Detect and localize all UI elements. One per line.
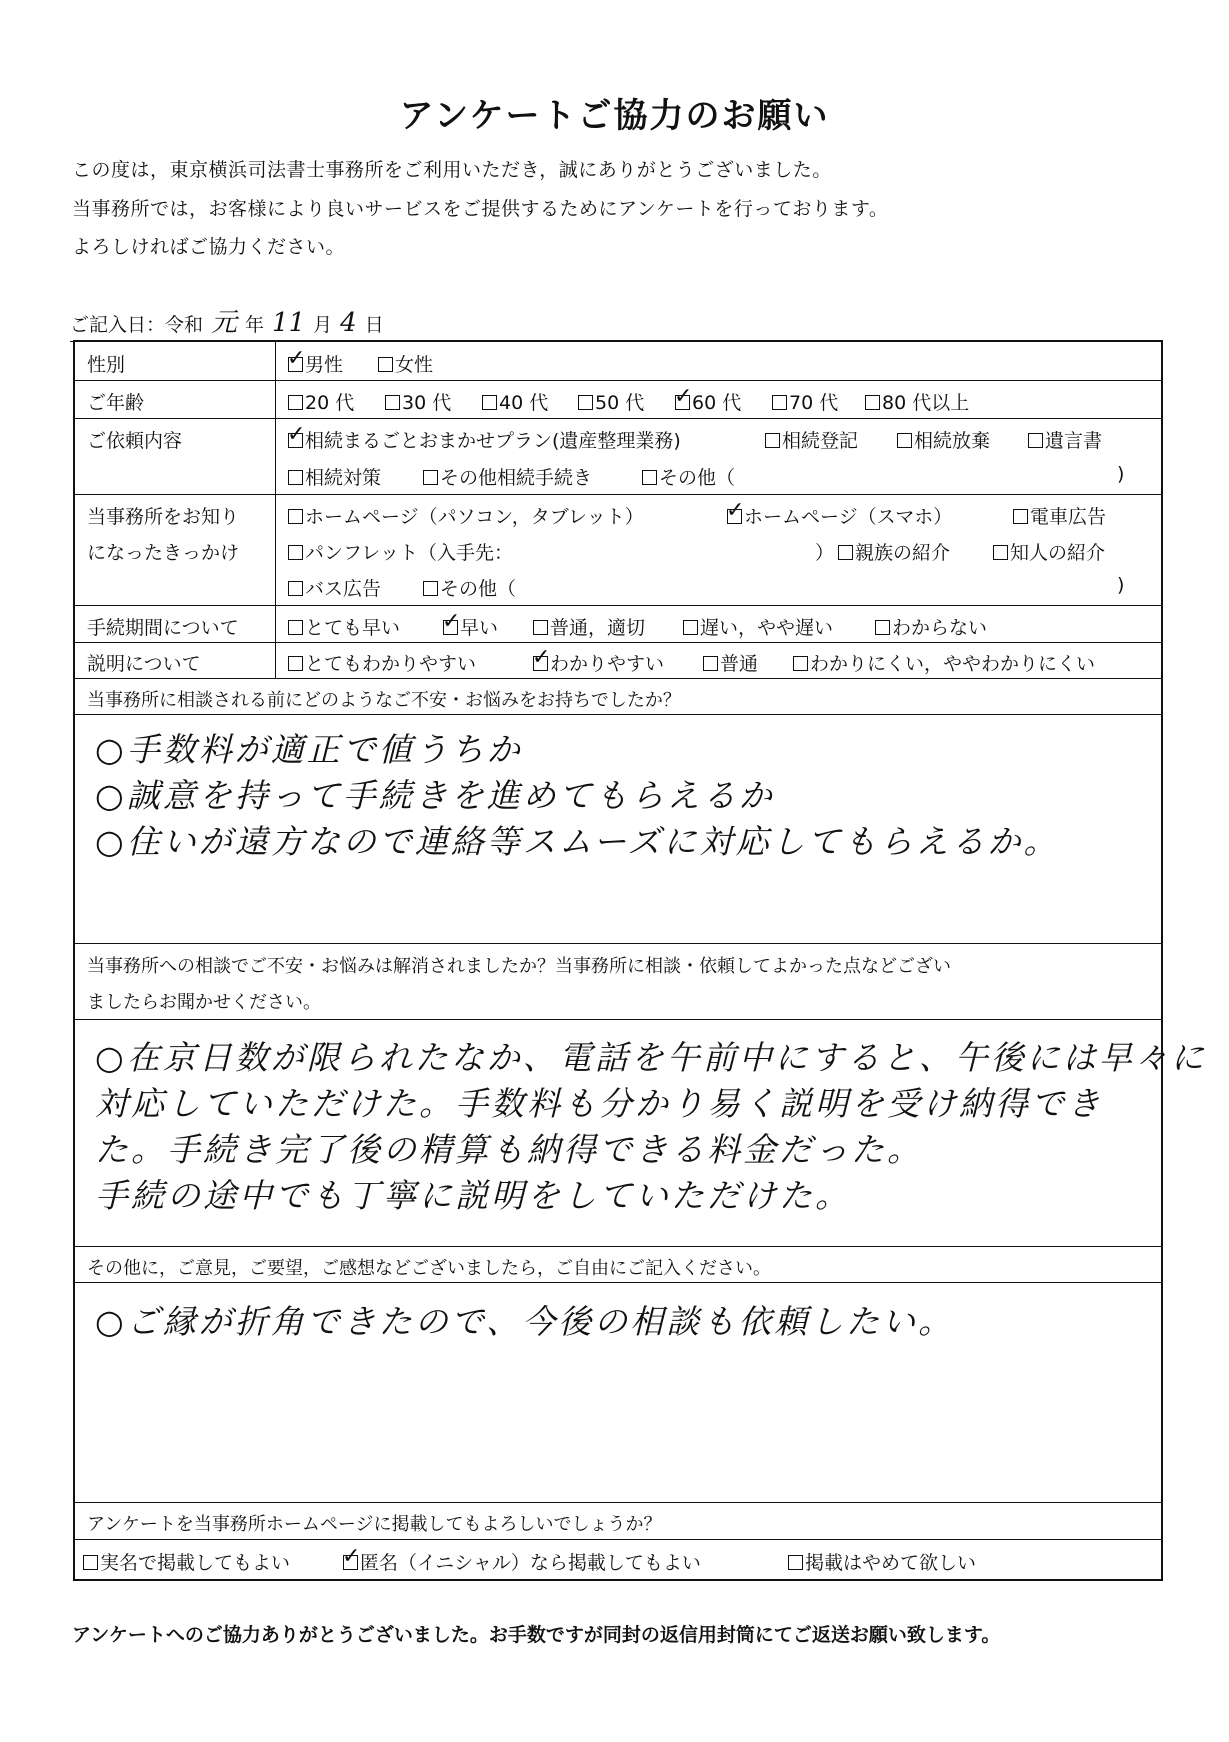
gender-male-option[interactable]: ✓ 男性 <box>288 350 343 377</box>
row-divider <box>75 494 1161 495</box>
row-divider <box>75 380 1161 381</box>
row-divider <box>75 605 1161 606</box>
checkbox-icon[interactable] <box>875 620 890 635</box>
checkbox-icon[interactable] <box>288 395 303 410</box>
age-option[interactable]: 20 代 <box>288 388 354 415</box>
checkbox-icon[interactable] <box>578 395 593 410</box>
source-option[interactable]: 電車広告 <box>1013 502 1106 529</box>
q2-question-2: ましたらお聞かせください。 <box>87 992 321 1013</box>
checkbox-icon[interactable] <box>1013 509 1028 524</box>
q2-answer-line[interactable]: 対応していただけた。手数料も分かり易く説明を受け納得でき <box>95 1084 1103 1123</box>
row-divider <box>75 678 1161 679</box>
checkbox-icon[interactable] <box>378 357 393 372</box>
checkbox-icon[interactable] <box>772 395 787 410</box>
checkbox-icon[interactable] <box>765 433 780 448</box>
explanation-option[interactable]: 普通 <box>703 649 758 676</box>
checkbox-checked-icon[interactable] <box>288 357 303 372</box>
row-divider <box>75 943 1161 944</box>
source-option[interactable]: 知人の紹介 <box>993 538 1105 565</box>
q2-question-1: 当事務所への相談でご不安・お悩みは解消されましたか？当事務所に相談・依頼してよかった点などござい <box>87 956 951 977</box>
request-close-paren: ) <box>1117 463 1125 485</box>
publish-option-checked[interactable]: ✓ 匿名（イニシャル）なら掲載してもよい <box>343 1548 701 1575</box>
checkbox-icon[interactable] <box>703 656 718 671</box>
checkbox-icon[interactable] <box>288 545 303 560</box>
q2-answer-line[interactable]: ○在京日数が限られたなか、電話を午前中にすると、午後には早々に <box>95 1038 1207 1077</box>
q3-question: その他に，ご意見，ご要望，ご感想などございましたら，ご自由にご記入ください。 <box>87 1258 771 1279</box>
period-option[interactable]: 普通，適切 <box>533 613 645 640</box>
request-option-checked[interactable]: ✓ 相続まるごとおまかせプラン(遺産整理業務) <box>288 426 681 453</box>
age-option[interactable]: 80 代以上 <box>865 388 969 415</box>
checkbox-checked-icon[interactable] <box>727 509 742 524</box>
source-close-paren: ) <box>1117 574 1125 596</box>
checkbox-icon[interactable] <box>683 620 698 635</box>
request-option[interactable]: 遺言書 <box>1028 426 1102 453</box>
explanation-option[interactable]: わかりにくい，ややわかりにくい <box>793 649 1095 676</box>
request-option[interactable]: 相続放棄 <box>897 426 990 453</box>
period-label: 手続期間について <box>87 617 239 639</box>
checkbox-icon[interactable] <box>482 395 497 410</box>
q2-answer-line[interactable]: 手続の途中でも丁寧に説明をしていただけた。 <box>95 1176 851 1215</box>
q1-answer-line[interactable]: ○手数料が適正で値うちか <box>95 730 523 769</box>
date-label: ご記入日：令和 <box>70 314 204 336</box>
checkbox-icon[interactable] <box>1028 433 1043 448</box>
date-month[interactable]: 11 <box>272 308 306 338</box>
date-year-label: 年 <box>245 314 265 336</box>
row-divider <box>75 1502 1161 1503</box>
row-divider <box>75 418 1161 419</box>
source-pamphlet-close: ） <box>815 542 835 564</box>
date-day-label: 日 <box>364 314 384 336</box>
checkbox-icon[interactable] <box>385 395 400 410</box>
period-option[interactable]: とても早い <box>288 613 400 640</box>
publish-option[interactable]: 実名で掲載してもよい <box>83 1548 290 1575</box>
date-era-year[interactable]: 元 <box>211 308 238 338</box>
q1-answer-line[interactable]: ○住いが遠方なので連絡等スムーズに対応してもらえるか。 <box>95 822 1060 861</box>
intro-line-2: 当事務所では，お客様により良いサービスをご提供するためにアンケートを行っております。 <box>72 198 889 220</box>
request-option[interactable]: 相続対策 <box>288 463 381 490</box>
intro-line-3: よろしければご協力ください。 <box>72 236 346 258</box>
age-option[interactable]: 40 代 <box>482 388 548 415</box>
checkbox-icon[interactable] <box>793 656 808 671</box>
checkbox-icon[interactable] <box>897 433 912 448</box>
q3-answer-line[interactable]: ○ご縁が折角できたので、今後の相談も依頼したい。 <box>95 1302 955 1341</box>
publish-option[interactable]: 掲載はやめて欲しい <box>788 1548 976 1575</box>
label-column-divider <box>275 342 276 678</box>
period-option[interactable]: わからない <box>875 613 987 640</box>
checkbox-icon[interactable] <box>288 509 303 524</box>
checkbox-icon[interactable] <box>288 620 303 635</box>
row-divider <box>75 1019 1161 1020</box>
age-option[interactable]: 30 代 <box>385 388 451 415</box>
gender-female-option[interactable]: 女性 <box>378 350 433 377</box>
checkbox-icon[interactable] <box>83 1555 98 1570</box>
checkbox-icon[interactable] <box>788 1555 803 1570</box>
page-title: アンケートご協力のお願い <box>399 96 830 136</box>
footer-thanks: アンケートへのご協力ありがとうございました。お手数ですが同封の返信用封筒にてご返送お願い致します。 <box>72 1624 1001 1646</box>
request-option[interactable]: 相続登記 <box>765 426 858 453</box>
date-month-label: 月 <box>313 314 333 336</box>
checkbox-icon[interactable] <box>993 545 1008 560</box>
row-divider <box>75 1246 1161 1247</box>
survey-form <box>73 340 1207 1581</box>
source-option-pamphlet[interactable]: パンフレット（入手先： <box>288 538 513 565</box>
source-label-2: になったきっかけ <box>87 542 240 564</box>
checkbox-icon[interactable] <box>288 581 303 596</box>
request-label: ご依頼内容 <box>87 430 183 452</box>
row-divider <box>75 642 1161 643</box>
age-option-checked[interactable]: ✓ 60 代 <box>675 388 741 415</box>
q4-question: アンケートを当事務所ホームページに掲載してもよろしいでしょうか？ <box>87 1514 662 1535</box>
period-option[interactable]: 遅い，やや遅い <box>683 613 833 640</box>
source-option[interactable]: ホームページ（パソコン，タブレット） <box>288 502 644 529</box>
source-option[interactable]: 親族の紹介 <box>838 538 950 565</box>
checkbox-icon[interactable] <box>642 470 657 485</box>
age-label: ご年齢 <box>87 392 145 414</box>
q1-answer-line[interactable]: ○誠意を持って手続きを進めてもらえるか <box>95 776 775 815</box>
checkbox-icon[interactable] <box>838 545 853 560</box>
checkbox-checked-icon[interactable] <box>288 433 303 448</box>
q1-question: 当事務所に相談される前にどのようなご不安・お悩みをお持ちでしたか？ <box>87 690 681 711</box>
source-option[interactable]: バス広告 <box>288 574 381 601</box>
explanation-option[interactable]: とてもわかりやすい <box>288 649 476 676</box>
checkbox-checked-icon[interactable] <box>533 656 548 671</box>
intro-line-1: この度は，東京横浜司法書士事務所をご利用いただき，誠にありがとうございました。 <box>72 159 832 181</box>
request-option[interactable]: その他相続手続き <box>423 463 592 490</box>
explanation-option-checked[interactable]: ✓ わかりやすい <box>533 649 664 676</box>
checkbox-icon[interactable] <box>533 620 548 635</box>
source-option-checked[interactable]: ✓ ホームページ（スマホ） <box>727 502 952 529</box>
checkbox-icon[interactable] <box>423 581 438 596</box>
checkbox-icon[interactable] <box>865 395 880 410</box>
period-option-checked[interactable]: ✓ 早い <box>443 613 498 640</box>
explanation-label: 説明について <box>87 653 201 675</box>
checkbox-checked-icon[interactable] <box>675 395 690 410</box>
q2-answer-line[interactable]: た。手続き完了後の精算も納得できる料金だった。 <box>95 1130 923 1169</box>
row-divider <box>75 1282 1161 1283</box>
source-option-other[interactable]: その他（ <box>423 574 516 601</box>
gender-label: 性別 <box>87 354 126 376</box>
checkbox-checked-icon[interactable] <box>343 1555 358 1570</box>
row-divider <box>75 1539 1161 1540</box>
entry-date <box>70 302 388 342</box>
age-option[interactable]: 50 代 <box>578 388 644 415</box>
checkbox-checked-icon[interactable] <box>443 620 458 635</box>
source-label-1: 当事務所をお知り <box>87 506 240 528</box>
checkbox-icon[interactable] <box>288 656 303 671</box>
checkbox-icon[interactable] <box>423 470 438 485</box>
row-divider <box>75 714 1161 715</box>
checkbox-icon[interactable] <box>288 470 303 485</box>
date-day[interactable]: 4 <box>340 308 357 338</box>
age-option[interactable]: 70 代 <box>772 388 838 415</box>
request-option-other[interactable]: その他（ <box>642 463 735 490</box>
